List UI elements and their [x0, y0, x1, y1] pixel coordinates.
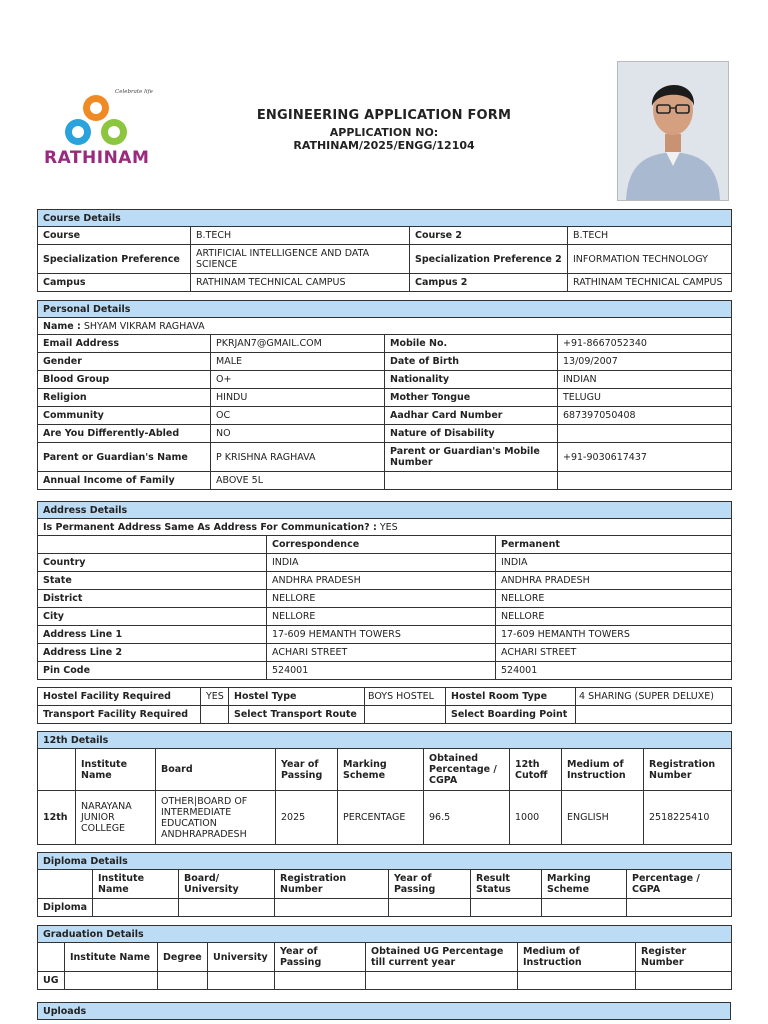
graduation-col-header: Institute Name — [65, 943, 158, 972]
twelfth-col-header: Obtained Percentage / CGPA — [424, 749, 510, 791]
nature-of-disability-value — [558, 425, 732, 443]
boarding-point-value — [576, 706, 732, 724]
transport-route-label: Select Transport Route — [229, 706, 365, 724]
mobile-label: Mobile No. — [385, 335, 558, 353]
address-perm-value: ACHARI STREET — [496, 644, 732, 662]
guardian-mobile-label: Parent or Guardian's Mobile Number — [385, 443, 558, 472]
campus-label: Campus — [38, 274, 191, 292]
applicant-photo — [617, 61, 729, 201]
diploma-col-header: Institute Name — [93, 870, 179, 899]
campus2-label: Campus 2 — [410, 274, 568, 292]
twelfth-cell: NARAYANA JUNIOR COLLEGE — [76, 791, 156, 845]
logo-tagline: Celebrate life — [115, 89, 153, 95]
diploma-row-label: Diploma — [38, 899, 93, 917]
twelfth-col-header: Medium of Instruction — [562, 749, 644, 791]
mobile-value: +91-8667052340 — [558, 335, 732, 353]
diploma-col-header: Board/ University — [179, 870, 275, 899]
mother-tongue-value: TELUGU — [558, 389, 732, 407]
address-corr-value: NELLORE — [267, 590, 496, 608]
address-row-label: Address Line 2 — [38, 644, 267, 662]
address-row-label: Country — [38, 554, 267, 572]
address-perm-value: NELLORE — [496, 608, 732, 626]
graduation-row-label: UG — [38, 972, 65, 990]
religion-value: HINDU — [211, 389, 385, 407]
diploma-details-table — [37, 852, 732, 917]
graduation-col-header: Medium of Instruction — [518, 943, 636, 972]
email-label: Email Address — [38, 335, 211, 353]
specialization2-label: Specialization Preference 2 — [410, 245, 568, 274]
address-perm-value: INDIA — [496, 554, 732, 572]
table-row — [38, 572, 732, 590]
diploma-col-header: Percentage / CGPA — [627, 870, 732, 899]
income-label: Annual Income of Family — [38, 472, 211, 490]
twelfth-cell: 1000 — [510, 791, 562, 845]
twelfth-col-header: 12th Cutoff — [510, 749, 562, 791]
community-value: OC — [211, 407, 385, 425]
specialization2-value: INFORMATION TECHNOLOGY — [568, 245, 732, 274]
twelfth-cell: PERCENTAGE — [338, 791, 424, 845]
hostel-type-label: Hostel Type — [229, 688, 365, 706]
graduation-col-header: University — [208, 943, 275, 972]
twelfth-cell: 2025 — [276, 791, 338, 845]
room-type-label: Hostel Room Type — [446, 688, 576, 706]
same-address-label: Is Permanent Address Same As Address For Communication? : — [43, 521, 377, 533]
address-perm-value: 524001 — [496, 662, 732, 680]
twelfth-col-header: Registration Number — [644, 749, 732, 791]
gender-value: MALE — [211, 353, 385, 371]
address-row-label: Address Line 1 — [38, 626, 267, 644]
aadhar-label: Aadhar Card Number — [385, 407, 558, 425]
diploma-col-header: Result Status — [471, 870, 542, 899]
twelfth-col-header: Institute Name — [76, 749, 156, 791]
address-corr-value: NELLORE — [267, 608, 496, 626]
twelfth-details-header: 12th Details — [38, 732, 732, 749]
address-row-label: City — [38, 608, 267, 626]
diploma-col-header: Marking Scheme — [542, 870, 627, 899]
nationality-value: INDIAN — [558, 371, 732, 389]
religion-label: Religion — [38, 389, 211, 407]
course-value: B.TECH — [191, 227, 410, 245]
personal-details-table — [37, 300, 732, 490]
rathinam-logo — [40, 88, 160, 176]
uploads-table — [37, 1002, 731, 1020]
application-no-label: APPLICATION NO: — [329, 126, 439, 139]
facility-table — [37, 687, 732, 724]
differently-abled-value: NO — [211, 425, 385, 443]
room-type-value: 4 SHARING (SUPER DELUXE) — [576, 688, 732, 706]
diploma-col-header: Registration Number — [275, 870, 389, 899]
mother-tongue-label: Mother Tongue — [385, 389, 558, 407]
twelfth-row-label: 12th — [38, 791, 76, 845]
course2-label: Course 2 — [410, 227, 568, 245]
twelfth-cell: OTHER|BOARD OF INTERMEDIATE EDUCATION ANDHRAPRADESH — [156, 791, 276, 845]
course-details-table — [37, 209, 732, 292]
course-label: Course — [38, 227, 191, 245]
nature-of-disability-label: Nature of Disability — [385, 425, 558, 443]
table-row — [38, 972, 732, 990]
twelfth-cell: ENGLISH — [562, 791, 644, 845]
transport-required-value — [201, 706, 229, 724]
same-address-value: YES — [379, 521, 398, 533]
transport-required-label: Transport Facility Required — [38, 706, 201, 724]
table-row — [38, 899, 732, 917]
table-row — [38, 662, 732, 680]
specialization-label: Specialization Preference — [38, 245, 191, 274]
diploma-col-header: Year of Passing — [389, 870, 471, 899]
personal-details-header: Personal Details — [38, 301, 732, 318]
differently-abled-label: Are You Differently-Abled — [38, 425, 211, 443]
twelfth-cell: 96.5 — [424, 791, 510, 845]
graduation-col-header: Register Number — [636, 943, 732, 972]
name-value: SHYAM VIKRAM RAGHAVA — [83, 320, 205, 332]
dob-label: Date of Birth — [385, 353, 558, 371]
table-row — [38, 791, 732, 845]
aadhar-value: 687397050408 — [558, 407, 732, 425]
specialization-value: ARTIFICIAL INTELLIGENCE AND DATA SCIENCE — [191, 245, 410, 274]
blood-group-value: O+ — [211, 371, 385, 389]
address-row-label: Pin Code — [38, 662, 267, 680]
hostel-required-label: Hostel Facility Required — [38, 688, 201, 706]
twelfth-details-table — [37, 731, 732, 845]
table-row — [38, 644, 732, 662]
twelfth-col-header: Marking Scheme — [338, 749, 424, 791]
table-row — [38, 608, 732, 626]
address-corr-value: 17-609 HEMANTH TOWERS — [267, 626, 496, 644]
address-row-label: District — [38, 590, 267, 608]
twelfth-col-header: Year of Passing — [276, 749, 338, 791]
address-perm-value: NELLORE — [496, 590, 732, 608]
address-corr-value: ACHARI STREET — [267, 644, 496, 662]
address-perm-value: 17-609 HEMANTH TOWERS — [496, 626, 732, 644]
address-row-label: State — [38, 572, 267, 590]
name-label: Name : — [43, 320, 81, 332]
address-perm-value: ANDHRA PRADESH — [496, 572, 732, 590]
address-details-table — [37, 501, 732, 680]
email-value: PKRJAN7@GMAIL.COM — [211, 335, 385, 353]
graduation-details-header: Graduation Details — [38, 926, 732, 943]
diploma-details-header: Diploma Details — [38, 853, 732, 870]
campus2-value: RATHINAM TECHNICAL CAMPUS — [568, 274, 732, 292]
guardian-name-label: Parent or Guardian's Name — [38, 443, 211, 472]
guardian-name-value: P KRISHNA RAGHAVA — [211, 443, 385, 472]
campus-value: RATHINAM TECHNICAL CAMPUS — [191, 274, 410, 292]
permanent-col-header: Permanent — [496, 536, 732, 554]
income-value: ABOVE 5L — [211, 472, 385, 490]
hostel-type-value: BOYS HOSTEL — [365, 688, 446, 706]
address-details-header: Address Details — [38, 502, 732, 519]
page-title: ENGINEERING APPLICATION FORM — [256, 108, 512, 123]
twelfth-col-header: Board — [156, 749, 276, 791]
correspondence-col-header: Correspondence — [267, 536, 496, 554]
table-row — [38, 590, 732, 608]
course-details-header: Course Details — [38, 210, 732, 227]
table-row — [38, 626, 732, 644]
logo-name: RATHINAM — [44, 148, 150, 168]
application-no: RATHINAM/2025/ENGG/12104 — [293, 139, 475, 152]
graduation-col-header: Degree — [158, 943, 208, 972]
guardian-mobile-value: +91-9030617437 — [558, 443, 732, 472]
community-label: Community — [38, 407, 211, 425]
dob-value: 13/09/2007 — [558, 353, 732, 371]
blood-group-label: Blood Group — [38, 371, 211, 389]
graduation-details-table — [37, 925, 732, 990]
table-row — [38, 554, 732, 572]
course2-value: B.TECH — [568, 227, 732, 245]
graduation-col-header: Year of Passing — [275, 943, 366, 972]
address-corr-value: 524001 — [267, 662, 496, 680]
hostel-required-value: YES — [201, 688, 229, 706]
nationality-label: Nationality — [385, 371, 558, 389]
address-corr-value: ANDHRA PRADESH — [267, 572, 496, 590]
graduation-col-header: Obtained UG Percentage till current year — [366, 943, 518, 972]
twelfth-cell: 2518225410 — [644, 791, 732, 845]
transport-route-value — [365, 706, 446, 724]
uploads-header: Uploads — [38, 1003, 731, 1020]
boarding-point-label: Select Boarding Point — [446, 706, 576, 724]
address-corr-value: INDIA — [267, 554, 496, 572]
gender-label: Gender — [38, 353, 211, 371]
